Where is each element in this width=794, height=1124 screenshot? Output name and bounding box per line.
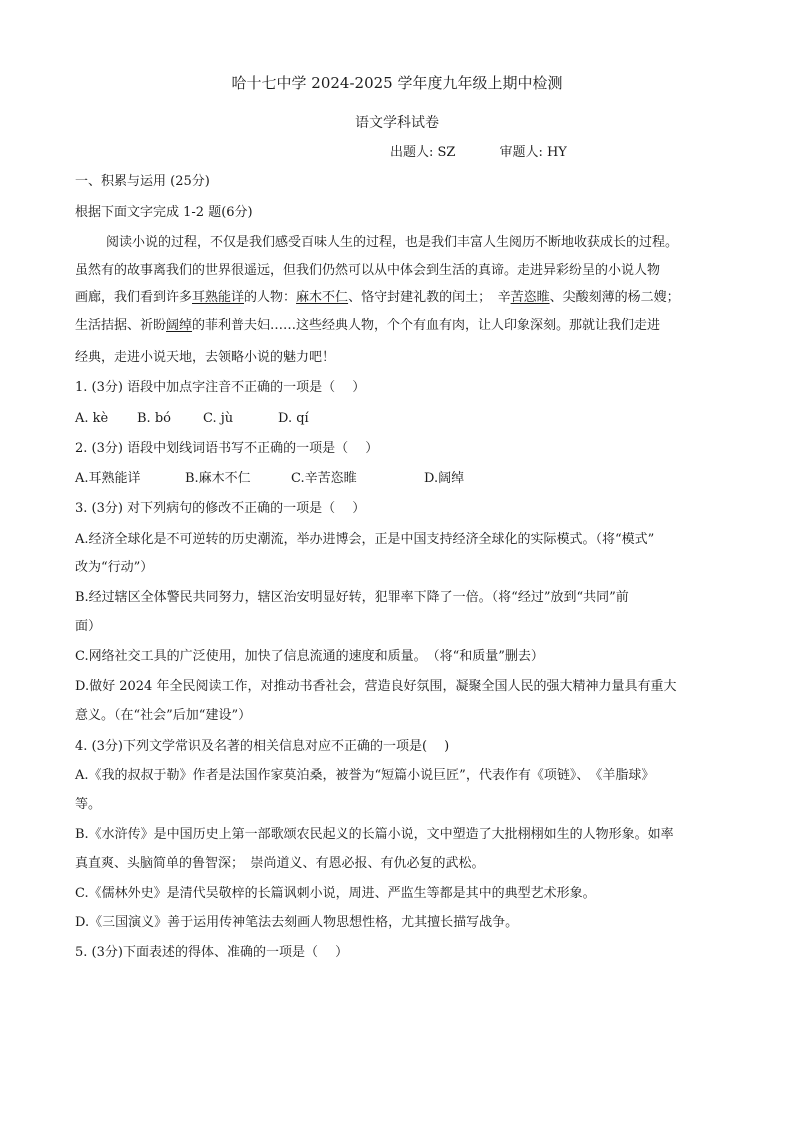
- passage-text: 的人物：: [244, 290, 297, 305]
- passage-text: 生活拮据、祈盼: [75, 318, 167, 333]
- passage-line-2: 虽然有的故事离我们的世界很遥远，但我们仍然可以从中体会到生活的真谛。走进异彩纷呈的小说人物: [75, 263, 661, 278]
- underlined-word-4: 阔绰: [166, 318, 193, 333]
- section-heading: 一、积累与运用 (25分): [75, 174, 210, 189]
- option-a-line-1: A.《我的叔叔于勒》作者是法国作家莫泊桑，被誉为“短篇小说巨匠”，代表作有《项链》、 《羊脂球》: [75, 768, 655, 783]
- option-d-line-1: D.做好 2024 年全民阅读工作，对推动书香社会，营造良好氛围，凝聚全国人民的强大精神力量具有重大: [75, 679, 677, 694]
- question-stem: 4. (3分)下列文学常识及名著的相关信息对应不正确的一项是( ): [75, 739, 450, 754]
- question-stem: 5. (3分)下面表述的得体、准确的一项是（ ）: [75, 945, 349, 960]
- option-d: D. qí: [278, 411, 309, 426]
- underlined-word-3: 苦恣睢: [510, 290, 550, 305]
- option-b-line-1: B.经过辖区全体警民共同努力，辖区治安明显好转，犯罪率下降了一倍。（将“经过”放到“共同”前: [75, 590, 629, 605]
- passage-text: 、尖酸刻薄的杨二嫂；: [549, 290, 680, 305]
- question-stem: 2. (3分) 语段中划线词语书写不正确的一项是（ ）: [75, 441, 379, 456]
- option-c-line-1: C.网络社交工具的广泛使用，加快了信息流通的速度和质量。 （将“和质量”删去）: [75, 649, 544, 664]
- question-stem: 3. (3分) 对下列病句的修改不正确的一项是（ ）: [75, 501, 366, 516]
- question-stem: 1. (3分) 语段中加点字注音不正确的一项是（ ）: [75, 380, 366, 395]
- section-intro: 根据下面文字完成 1-2 题(6分): [75, 205, 253, 220]
- option-a: A. kè: [75, 411, 109, 426]
- underlined-word-1: 耳熟能详: [192, 290, 245, 305]
- passage-line-5: 经典，走进小说天地，去领略小说的魅力吧！: [75, 350, 336, 365]
- option-a-line-2: 改为“行动”）: [75, 560, 154, 575]
- option-a: A.耳熟能详: [75, 471, 141, 486]
- question-options: [75, 471, 725, 487]
- option-a-line-1: A.经济全球化是不可逆转的历史潮流，举办进博会，正是中国支持经济全球化的实际模式。（将“模式”: [75, 532, 655, 547]
- option-b: B. bó: [137, 411, 171, 426]
- option-d: D.阔绰: [424, 471, 465, 486]
- underlined-word-2: 麻木不仁: [296, 290, 349, 305]
- reviewer-label: 审题人: HY: [499, 145, 567, 160]
- option-b-line-1: B.《水浒传》是中国历史上第一部歌颂农民起义的长篇小说，文中塑造了大批栩栩如生的人物形象。如率: [75, 827, 674, 842]
- passage-text: 、恪守封建礼教的闰土； 辛: [348, 290, 511, 305]
- option-d-line-1: D.《三国演义》善于运用传神笔法去刻画人物思想性格，尤其擅长描写战争。: [75, 915, 519, 930]
- setter-label: 出题人: SZ: [390, 145, 456, 160]
- passage-text: 画廊，我们看到许多: [75, 290, 193, 305]
- passage-line-3: [75, 290, 725, 306]
- option-d-line-2: 意义。（在“社会”后加“建设”）: [75, 708, 252, 723]
- option-c: C. jù: [203, 411, 234, 426]
- passage-line-1: 阅读小说的过程，不仅是我们感受百味人生的过程，也是我们丰富人生阅历不断地收获成长的过程。: [106, 235, 679, 250]
- question-options: [75, 411, 725, 427]
- option-c-line-1: C.《儒林外史》是清代吴敬梓的长篇讽刺小说，周进、严监生等都是其中的典型艺术形象。: [75, 886, 596, 901]
- option-a-line-2: 等。: [75, 797, 102, 812]
- option-b: B.麻木不仁: [185, 471, 251, 486]
- option-c: C.辛苦恣睢: [291, 471, 357, 486]
- passage-line-4: [75, 318, 725, 334]
- exam-subtitle: 语文学科试卷: [355, 115, 439, 131]
- exam-meta: [390, 145, 567, 161]
- exam-title: 哈十七中学 2024-2025 学年度九年级上期中检测: [231, 74, 563, 92]
- passage-text: 的菲利普夫妇……这些经典人物，个个有血有肉，让人印象深刻。那就让我们走进: [192, 318, 661, 333]
- option-b-line-2: 真直爽、头脑简单的鲁智深； 崇尚道义、有恩必报、有仇必复的武松。: [75, 856, 485, 871]
- option-b-line-2: 面）: [75, 619, 102, 634]
